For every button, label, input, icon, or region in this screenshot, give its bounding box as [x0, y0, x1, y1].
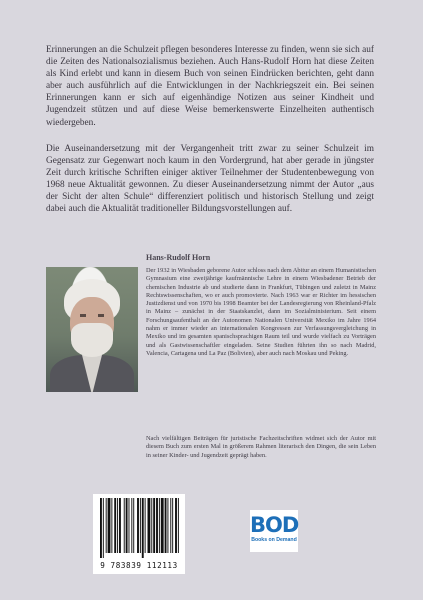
author-bio-paragraph-2: Nach vielfältigen Beiträgen für juristische Fachzeitschriften widmet sich der Autor mit diesem Buch zum ersten Mal in größerem Rahmen literarisch den Dingen, die sein Leben in seiner Kinder- und Jugendzeit geprägt haben. — [146, 435, 376, 459]
author-name-heading: Hans-Rudolf Horn — [146, 253, 211, 262]
blurb-paragraph-2: Die Auseinandersetzung mit der Vergangenheit tritt zwar zu seiner Schulzeit im Gegensatz zur Gegenwart noch kaum in den Vordergrund, hat aber gerade in jüngster Zeit durch kritische Schriften einiger aktiver Teilnehmer der Studentenbewegung von 1968 neue Aktualität gewonnen. Zu dieser Auseinandersetzung nimmt der Autor „aus der Sicht der alten Schule“ differenziert politisch und historisch Stellung und zeigt dabei auch die Aktualität traditioneller Bildungsvorstellungen auf. — [46, 144, 374, 215]
publisher-logo-text: BOD — [250, 513, 299, 537]
barcode-bars — [96, 498, 182, 558]
publisher-logo — [250, 510, 298, 552]
publisher-tagline: Books on Demand — [251, 537, 297, 543]
isbn-number: 9 783839 112113 — [100, 561, 178, 570]
isbn-barcode — [93, 494, 185, 574]
author-bio-paragraph-1: Der 1932 in Wiesbaden geborene Autor schloss nach dem Abitur an einem Humanistischen Gymnasium eine zweijährige kaufmännische Lehre in einem Wiesbadener Betrieb der chemischen Industrie ab und studierte dann in Frankfurt, Tübingen und zuletzt in Mainz Rechtswissenschaften, wo er auch promovierte. Nach 1963 war er Richter im hessischen Justizdienst und von 1970 bis 1998 Beamter bei der Landesregierung von Rheinland-Pfalz in Mainz – zunächst in der Staatskanzlei, dann im Sozialministerium. Seit einem Forschungsaufenthalt an der Autonomen Nationalen Universität Mexiko im Jahre 1964 nahm er immer wieder an internationalen Kongressen zur Verfassungsvergleichung in Mexiko und im gesamten spanischsprachigen Raum teil und wurde vielfach zu Vorträgen und als Gastwissenschaftler eingeladen. Seine Studien führten ihn so nach Madrid, Valencia, Cartagena und La Paz (Bolivien), aber auch nach Moskau und Peking. — [146, 267, 376, 357]
author-photo — [46, 267, 138, 392]
blurb-paragraph-1: Erinnerungen an die Schulzeit pflegen besonderes Interesse zu finden, wenn sie sich auf die Zeiten des Nationalsozialismus beziehen. Auch Hans-Rudolf Horn hat diese Zeiten als Kind erlebt und kann in diesem Buch von seinen Eindrücken berichten, geht dann aber auch ausführlich auf die Entwicklungen in der Nachkriegszeit ein. Bei seinen Erinnerungen kann er sich auf eigenhändige Notizen aus seiner Kindheit und Jugendzeit stützen und auf diese Weise bemerkenswerte Einzelheiten authentisch wiedergeben. — [46, 45, 374, 128]
